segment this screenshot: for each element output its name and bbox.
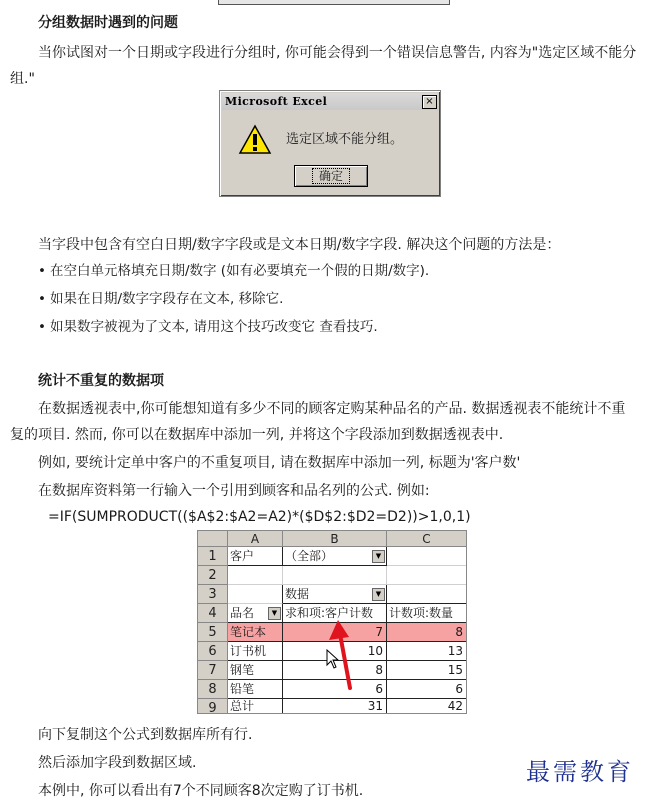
section-heading-grouping: 分组数据时遇到的问题 [38, 15, 178, 31]
empty-cell [228, 566, 283, 585]
grouping-intro-paragraph: 当你试图对一个日期或字段进行分组时, 你可能会得到一个错误信息警告, 内容为"选定区域不能分组." [10, 45, 637, 87]
formula-text: =IF(SUMPRODUCT(($A$2:$A2=A2)*($D$2:$D2=D2))>1,0,1) [48, 509, 471, 525]
pivot-row-sum: 7 [283, 623, 387, 642]
row-header: 5 [198, 623, 228, 642]
pivot-row-count: 6 [387, 680, 466, 699]
page-field-value: （全部） [285, 549, 334, 563]
row-header: 6 [198, 642, 228, 661]
pivot-row-name: 笔记本 [228, 623, 283, 642]
chevron-down-icon[interactable]: ▼ [372, 550, 385, 563]
section-heading-distinct-count: 统计不重复的数据项 [38, 373, 164, 389]
grouping-explanation: 当字段中包含有空白日期/数字字段或是文本日期/数字字段. 解决这个问题的方法是： [38, 237, 561, 253]
mouse-cursor-icon [326, 649, 340, 669]
empty-cell [283, 566, 387, 585]
pivot-table-screenshot [197, 530, 467, 714]
pivot-row-sum: 10 [283, 642, 387, 661]
count-field-header: 计数项:数量 [387, 604, 466, 623]
top-image-edge [218, 0, 450, 5]
empty-cell [228, 585, 283, 604]
formula-intro-paragraph: 在数据库资料第一行输入一个引用到顾客和品名列的公式. 例如: [38, 483, 430, 499]
bullet-item: • 如果数字被视为了文本, 请用这个技巧改变它 查看技巧. [38, 316, 378, 338]
row-header: 7 [198, 661, 228, 680]
ok-button[interactable] [294, 165, 368, 187]
sheet-corner [198, 531, 228, 547]
pivot-row-count: 15 [387, 661, 466, 680]
row-header: 8 [198, 680, 228, 699]
bullet-item: • 如果在日期/数字字段存在文本, 移除它. [38, 288, 283, 310]
pivot-total-sum: 31 [283, 699, 387, 713]
row-header: 3 [198, 585, 228, 604]
pivot-row-name: 钢笔 [228, 661, 283, 680]
dialog-title: Microsoft Excel [225, 95, 328, 108]
column-header: B [283, 531, 387, 547]
distinct-count-paragraph: 在数据透视表中,你可能想知道有多少不同的顾客定购某种品名的产品. 数据透视表不能统计不重复的项目. 然而, 你可以在数据库中添加一列, 并将这个字段添加到数据透视表中. [10, 401, 626, 443]
pivot-row-sum: 8 [283, 661, 387, 680]
row-header: 9 [198, 699, 228, 713]
bullet-item: • 在空白单元格填充日期/数字 (如有必要填充一个假的日期/数字). [38, 260, 429, 282]
watermark-logo: 最需教育 [526, 758, 634, 786]
pivot-row-name: 铅笔 [228, 680, 283, 699]
excel-error-dialog [219, 90, 441, 197]
after-paragraph: 向下复制这个公式到数据库所有行. [38, 727, 253, 743]
column-header: C [387, 531, 466, 547]
pivot-row-sum: 6 [283, 680, 387, 699]
pivot-total-label: 总计 [228, 699, 283, 713]
close-icon[interactable]: × [422, 95, 437, 109]
row-header: 1 [198, 547, 228, 566]
after-paragraph: 本例中, 你可以看出有7个不同顾客8次定购了订书机. [38, 783, 364, 799]
pivot-total-count: 42 [447, 699, 463, 713]
empty-cell [387, 547, 466, 566]
pivot-row-name: 订书机 [228, 642, 283, 661]
row-field-label: 品名 [230, 606, 255, 620]
empty-cell [387, 566, 466, 585]
column-header: A [228, 531, 283, 547]
pivot-row-count: 8 [387, 623, 466, 642]
example-paragraph: 例如, 要统计定单中客户的不重复项目, 请在数据库中添加一列, 标题为'客户数' [38, 455, 521, 471]
sum-field-header: 求和项:客户计数 [283, 604, 387, 623]
chevron-down-icon[interactable]: ▼ [372, 588, 385, 601]
dialog-title-bar [222, 93, 438, 110]
pivot-row-count: 13 [387, 642, 466, 661]
data-field-label: 数据 [285, 587, 310, 601]
row-header: 2 [198, 566, 228, 585]
dialog-message: 选定区域不能分组。 [286, 132, 404, 147]
warning-icon [238, 124, 272, 156]
row-header: 4 [198, 604, 228, 623]
ok-button-label: 确定 [312, 168, 350, 184]
after-paragraph: 然后添加字段到数据区域. [38, 755, 197, 771]
page-field-label: 客户 [228, 547, 283, 566]
empty-cell [387, 585, 466, 604]
chevron-down-icon[interactable]: ▼ [268, 607, 281, 620]
